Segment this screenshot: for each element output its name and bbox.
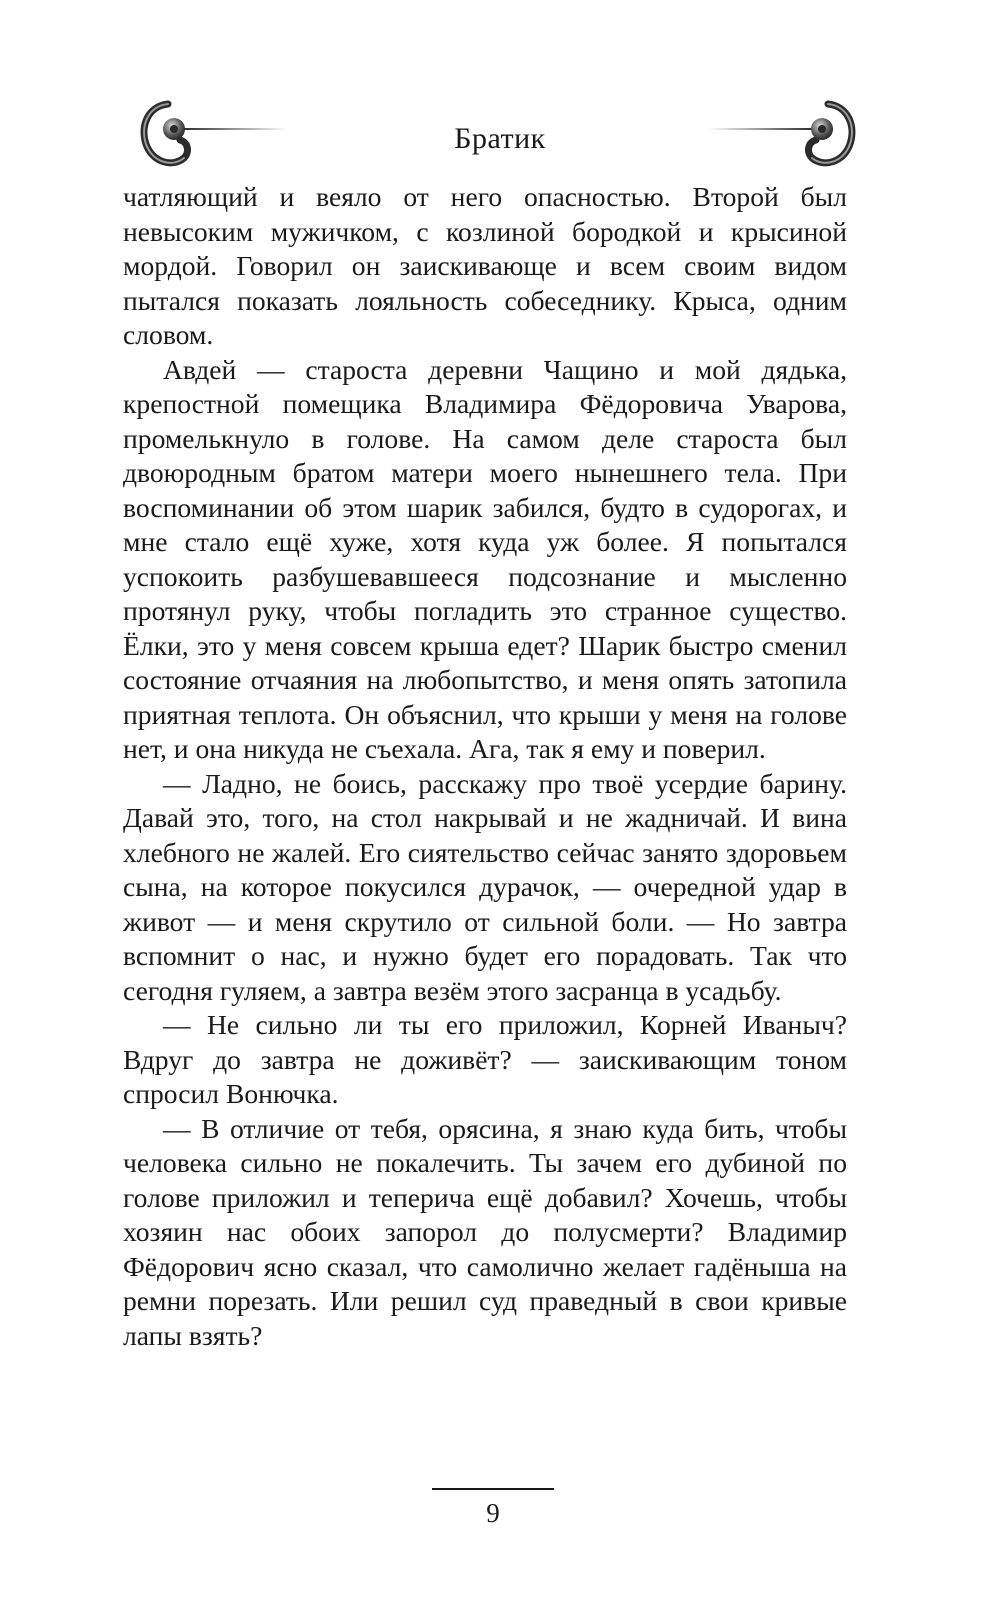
paragraph: Авдей — староста деревни Чащино и мой дядька, крепостной помещика Владимира Фёдоровича Уварова, промелькнуло в голове. На самом деле староста был двоюродным братом матери моего нынешнего тела. При воспоминании об этом шарик забился, будто в судорогах, и мне стало ещё хуже, хотя куда уж более. Я попытался успокоить разбушевавшееся подсознание и мысленно протянул руку, чтобы погладить это странное существо. Ёлки, это у меня совсем крыша едет? Шарик быстро сменил состояние отчаяния на любопытство, и меня опять затопила приятная теплота. Он объяснил, что крыши у меня на голове нет, и она никуда не съехала. Ага, так я ему и поверил. (123, 353, 847, 764)
paragraph: чатляющий и веяло от него опасностью. Второй был невысоким мужичком, с козлиной бородкой и крысиной мордой. Говорил он заискивающе и всем своим видом пытался показать лояльность собеседнику. Крыса, одним словом. (123, 181, 847, 350)
page-number: 9 (486, 1498, 500, 1528)
page-body-text (123, 180, 847, 1353)
running-title: Братик (454, 122, 546, 155)
footer-divider (432, 1488, 554, 1490)
paragraph: — Ладно, не боись, расскажу про твоё усердие барину. Давай это, того, на стол накрывай и не жадничай. И вина хлебного не жалей. Его сиятельство сейчас занято здоровьем сына, на которое покусился дурачок, — очередной удар в живот — и меня скрутило от сильной боли. — Но завтра вспомнит о нас, и нужно будет его порадовать. Так что сегодня гуляем, а завтра везём этого засранца в усадьбу. (123, 767, 847, 1006)
swirl-ornament-icon (708, 96, 858, 176)
running-header (0, 96, 1000, 186)
paragraph: — Не сильно ли ты его приложил, Корней Иваныч? Вдруг до завтра не доживёт? — заискивающим тоном спросил Вонючка. (123, 1009, 847, 1109)
paragraph: — В отличие от тебя, орясина, я знаю куда бить, чтобы человека сильно не покалечить. Ты зачем его дубиной по голове приложил и теперича ещё добавил? Хочешь, чтобы хозяин нас обоих запорол до полусмерти? Владимир Фёдорович ясно сказал, что самолично желает гадёныша на ремни порезать. Или решил суд праведный в свои кривые лапы взять? (123, 1112, 847, 1351)
